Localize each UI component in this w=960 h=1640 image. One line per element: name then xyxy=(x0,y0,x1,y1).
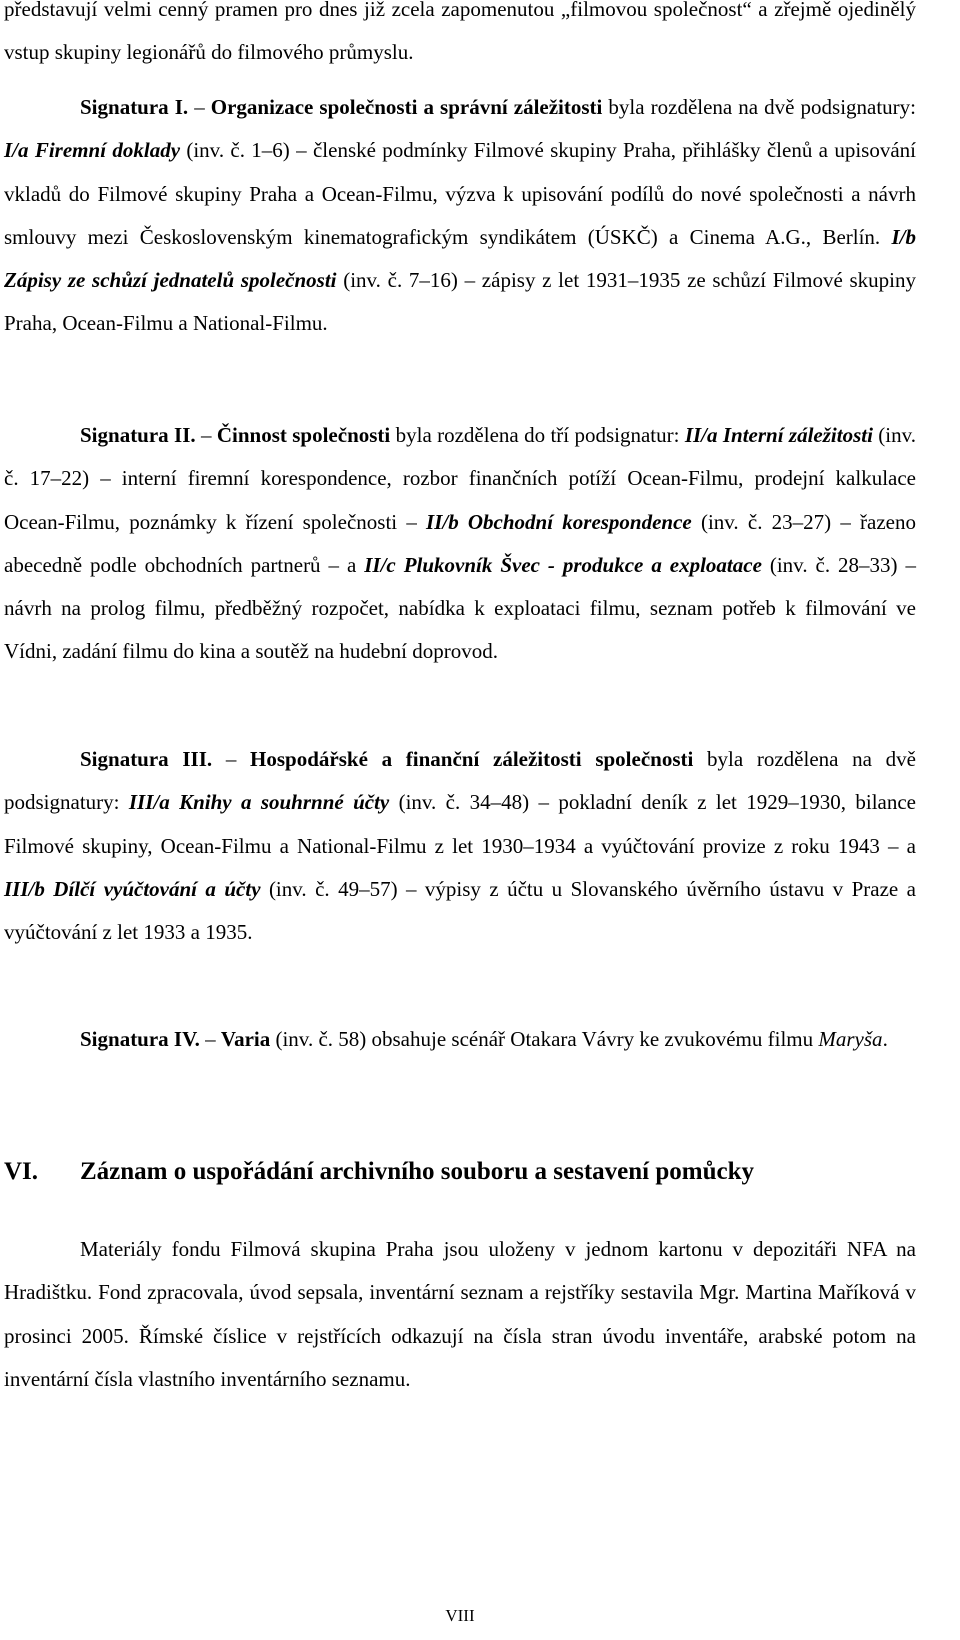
signature-3-text-1: byla rozdělena na dvě podsignatury: xyxy=(4,747,917,815)
subsignature-3b: III/b Dílčí vyúčtování a účty xyxy=(4,876,261,901)
signature-1-label: Signatura I. xyxy=(80,95,189,119)
signature-4-title: Varia xyxy=(220,1027,271,1051)
signature-3-text-3: (inv. č. 49–57) – výpisy z účtu u Slovanského úvěrního ústavu v Praze a vyúčtování z let 1933 a 1935. xyxy=(4,876,916,945)
dash: – xyxy=(195,423,217,447)
signature-2-text-2: (inv. č. 17–22) – interní firemní korespondence, rozbor finančních potíží Ocean-Filmu, prodejní kalkulace Ocean-Filmu, poznámky k řízení společnosti – xyxy=(4,423,917,534)
signature-3-title: Hospodářské a finanční záležitosti společnosti xyxy=(250,747,694,771)
section-title: Záznam o uspořádání archivního souboru a sestavení pomůcky xyxy=(80,1158,754,1185)
signature-1-text-2: (inv. č. 1–6) – členské podmínky Filmové skupiny Praha, přihlášky členů a upisování vkladů do Filmové skupiny Praha a Ocean-Filmu, výzva k upisování podílů do nové společnosti a návrh smlouvy mezi Československým kinematografickým syndikátem (ÚSKČ) a Cinema A.G., Berlín. xyxy=(4,138,916,249)
final-paragraph xyxy=(4,1228,916,1401)
signature-3-label: Signatura III. xyxy=(80,747,213,771)
subsignature-1b: I/b Zápisy ze schůzí jednatelů společnosti xyxy=(4,224,916,293)
section-number: VI. xyxy=(4,1158,39,1185)
film-title: Maryša xyxy=(818,1027,883,1051)
subsignature-2a: II/a Interní záležitosti xyxy=(684,423,873,447)
subsignature-2b: II/b Obchodní korespondence xyxy=(426,509,692,534)
section-heading xyxy=(4,1152,916,1192)
signature-4-label: Signatura IV. xyxy=(80,1027,200,1051)
subsignature-1a: I/a Firemní doklady xyxy=(4,138,181,163)
dash: – xyxy=(188,95,211,119)
page-number: VIII xyxy=(445,1606,475,1625)
final-text: Materiály fondu Filmová skupina Praha jsou uloženy v jednom kartonu v depozitáři NFA na Hradištku. Fond zpracovala, úvod sepsala, inventární seznam a rejstříky sestavila Mgr. Martina Maříková v prosinci 2005. Římské číslice v rejstřících odkazují na čísla stran úvodu inventáře, arabské potom na inventární čísla vlastního inventárního seznamu. xyxy=(4,1237,916,1391)
signature-2-text-4: (inv. č. 28–33) – návrh na prolog filmu, předběžný rozpočet, nabídka k exploataci filmu, seznam potřeb k filmování ve Vídni, zadání filmu do kina a soutěž na hudební doprovod. xyxy=(4,552,916,664)
signature-1-text-1: byla rozdělena na dvě podsignatury: xyxy=(602,95,917,119)
dash: – xyxy=(212,747,251,771)
signature-2-paragraph xyxy=(4,414,916,674)
subsignature-2c: II/c Plukovník Švec - produkce a exploatace xyxy=(364,552,762,577)
signature-2-text-1: byla rozdělena do tří podsignatur: xyxy=(390,423,685,447)
signature-3-paragraph xyxy=(4,738,916,954)
signature-1-paragraph xyxy=(4,86,916,346)
signature-1-text-3: (inv. č. 7–16) – zápisy z let 1931–1935 ze schůzí Filmové skupiny Praha, Ocean-Filmu a National-Filmu. xyxy=(4,268,916,336)
signature-2-label: Signatura II. xyxy=(80,423,196,447)
signature-3-text-2: (inv. č. 34–48) – pokladní deník z let 1929–1930, bilance Filmové skupiny, Ocean-Filmu a National-Filmu z let 1930–1934 a vyúčtování provize z roku 1943 – a xyxy=(4,790,916,858)
signature-2-title: Činnost společnosti xyxy=(216,423,391,447)
signature-4-text-2: . xyxy=(882,1027,888,1051)
signature-4-text-1: (inv. č. 58) obsahuje scénář Otakara Vávry ke zvukovému filmu xyxy=(270,1027,819,1051)
intro-paragraph xyxy=(4,0,916,75)
subsignature-3a: III/a Knihy a souhrnné účty xyxy=(128,790,390,815)
intro-text: představují velmi cenný pramen pro dnes již zcela zapomenutou „filmovou společnost“ a zřejmě ojedinělý vstup skupiny legionářů do filmového průmyslu. xyxy=(4,0,916,65)
signature-1-title: Organizace společnosti a správní záležitosti xyxy=(210,95,603,119)
dash: – xyxy=(199,1027,221,1051)
signature-4-paragraph xyxy=(4,1018,916,1061)
signature-2-text-3: (inv. č. 23–27) – řazeno abecedně podle obchodních partnerů – a xyxy=(4,509,916,577)
